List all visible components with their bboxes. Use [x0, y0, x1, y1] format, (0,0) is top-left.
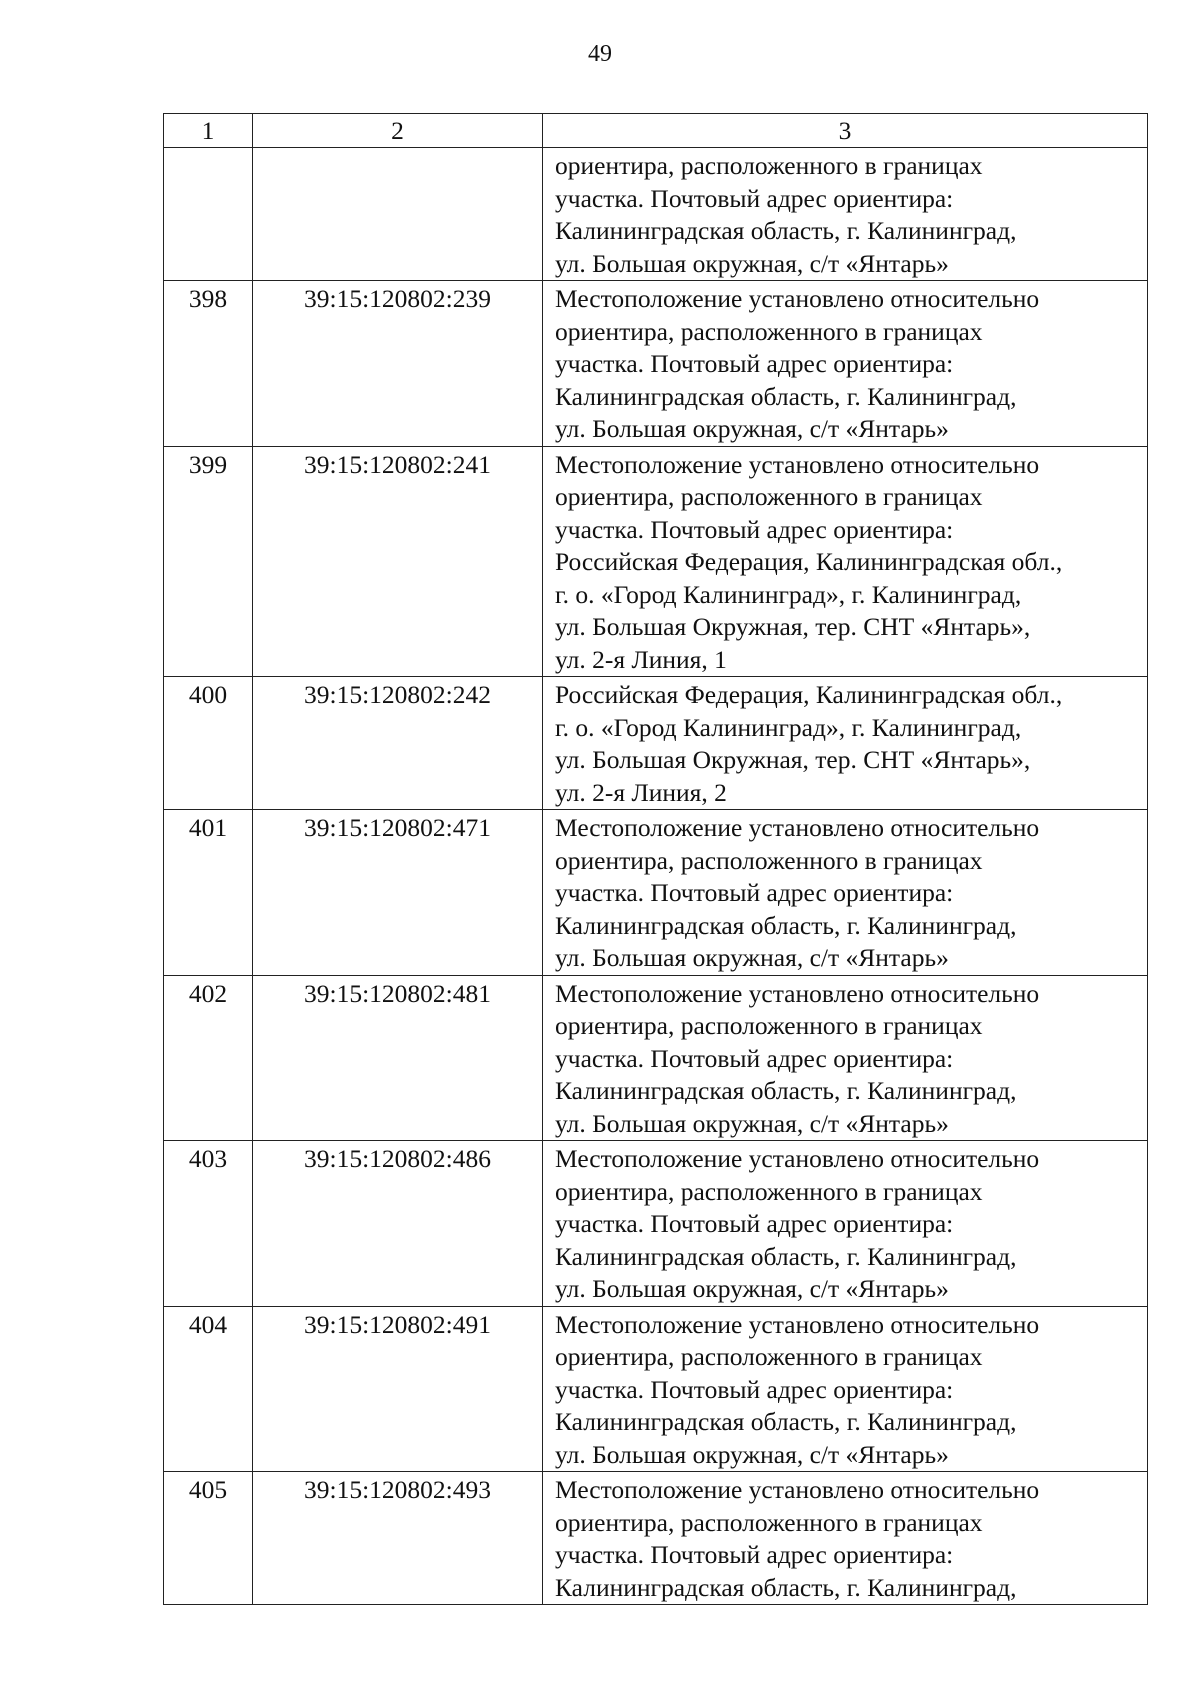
description-line: Калининградская область, г. Калининград,	[555, 381, 1017, 411]
description-line: Калининградская область, г. Калининград,	[555, 1076, 1017, 1105]
description-line: ориентира, расположенного в границах	[555, 1342, 983, 1371]
description-line: ул. Большая Окружная, тер. СНТ «Янтарь»,	[555, 745, 1031, 774]
description-line: г. о. «Город Калининград», г. Калининград,	[555, 579, 1022, 609]
description-line: участка. Почтовый адрес ориентира:	[555, 1043, 954, 1073]
description-line: Местоположение установлено относительно	[555, 449, 1040, 479]
location-description-cell	[543, 1472, 1148, 1605]
header-column-1: 1	[164, 114, 253, 148]
cadastral-number-cell: 39:15:120802:486	[253, 1141, 543, 1307]
cadastral-number-cell	[253, 148, 543, 281]
table-row	[164, 677, 1148, 810]
table-row	[164, 1472, 1148, 1605]
description-line: Местоположение установлено относительно	[555, 978, 1040, 1008]
cadastral-number-cell: 39:15:120802:493	[253, 1472, 543, 1605]
description-line: Калининградская область, г. Калининград,	[555, 1572, 1017, 1602]
table-row	[164, 1141, 1148, 1307]
table-row	[164, 446, 1148, 677]
location-description-cell	[543, 1306, 1148, 1472]
description-line: Калининградская область, г. Калининград,	[555, 910, 1017, 940]
description-line: Калининградская область, г. Калининград,	[555, 1407, 1017, 1436]
description-line: ориентира, расположенного в границах	[555, 1011, 983, 1040]
description-line: г. о. «Город Калининград», г. Калининград,	[555, 712, 1022, 742]
description-line: ул. Большая окружная, с/т «Янтарь»	[555, 943, 949, 972]
description-line: ул. Большая окружная, с/т «Янтарь»	[555, 414, 949, 443]
description-line: ориентира, расположенного в границах	[555, 1507, 983, 1537]
description-line: участка. Почтовый адрес ориентира:	[555, 349, 954, 378]
description-line: Местоположение установлено относительно	[555, 1475, 1040, 1504]
row-number-cell: 405	[164, 1472, 253, 1605]
description-line: ул. Большая окружная, с/т «Янтарь»	[555, 1108, 949, 1138]
description-line: Местоположение установлено относительно	[555, 1309, 1040, 1339]
description-line: Местоположение установлено относительно	[555, 1144, 1040, 1173]
page-number: 49	[588, 41, 612, 67]
description-line: Российская Федерация, Калининградская обл.,	[555, 680, 1063, 709]
description-line: участка. Почтовый адрес ориентира:	[555, 1374, 954, 1404]
table-row	[164, 148, 1148, 281]
description-line: участка. Почтовый адрес ориентира:	[555, 514, 954, 544]
cadastral-number-cell: 39:15:120802:491	[253, 1306, 543, 1472]
description-line: участка. Почтовый адрес ориентира:	[555, 878, 954, 907]
description-line: ориентира, расположенного в границах	[555, 316, 983, 346]
location-description-cell	[543, 281, 1148, 447]
description-line: ориентира, расположенного в границах	[555, 1176, 983, 1206]
table-row	[164, 281, 1148, 447]
row-number-cell: 403	[164, 1141, 253, 1307]
description-line: участка. Почтовый адрес ориентира:	[555, 183, 954, 213]
description-line: участка. Почтовый адрес ориентира:	[555, 1540, 954, 1569]
header-column-2: 2	[253, 114, 543, 148]
row-number-cell: 401	[164, 810, 253, 976]
location-description-cell	[543, 975, 1148, 1141]
description-line: ул. Большая окружная, с/т «Янтарь»	[555, 1274, 949, 1303]
cadastral-number-cell: 39:15:120802:242	[253, 677, 543, 810]
location-description-cell	[543, 148, 1148, 281]
land-plots-table	[163, 113, 1148, 1605]
description-line: ул. 2-я Линия, 1	[555, 644, 727, 674]
header-row	[164, 114, 1148, 148]
cadastral-number-cell: 39:15:120802:471	[253, 810, 543, 976]
table-row	[164, 1306, 1148, 1472]
table-body	[164, 148, 1148, 1605]
description-line: Местоположение установлено относительно	[555, 813, 1040, 842]
row-number-cell: 399	[164, 446, 253, 677]
location-description-cell	[543, 446, 1148, 677]
description-line: ориентира, расположенного в границах	[555, 151, 983, 180]
header-column-3: 3	[543, 114, 1148, 148]
table-row	[164, 975, 1148, 1141]
location-description-cell	[543, 1141, 1148, 1307]
row-number-cell: 404	[164, 1306, 253, 1472]
description-line: Местоположение установлено относительно	[555, 284, 1040, 313]
cadastral-number-cell: 39:15:120802:239	[253, 281, 543, 447]
row-number-cell: 398	[164, 281, 253, 447]
description-line: Калининградская область, г. Калининград,	[555, 1241, 1017, 1271]
row-number-cell	[164, 148, 253, 281]
cadastral-number-cell: 39:15:120802:481	[253, 975, 543, 1141]
description-line: ул. Большая окружная, с/т «Янтарь»	[555, 1439, 949, 1469]
description-line: ул. 2-я Линия, 2	[555, 777, 727, 807]
location-description-cell	[543, 810, 1148, 976]
description-line: ориентира, расположенного в границах	[555, 482, 983, 511]
row-number-cell: 402	[164, 975, 253, 1141]
description-line: Калининградская область, г. Калининград,	[555, 216, 1017, 245]
description-line: ориентира, расположенного в границах	[555, 845, 983, 875]
description-line: Российская Федерация, Калининградская обл.,	[555, 547, 1063, 576]
description-line: участка. Почтовый адрес ориентира:	[555, 1209, 954, 1238]
table-header	[164, 114, 1148, 148]
cadastral-number-cell: 39:15:120802:241	[253, 446, 543, 677]
description-line: ул. Большая окружная, с/т «Янтарь»	[555, 248, 949, 278]
description-line: ул. Большая Окружная, тер. СНТ «Янтарь»,	[555, 612, 1031, 641]
table-row	[164, 810, 1148, 976]
row-number-cell: 400	[164, 677, 253, 810]
location-description-cell	[543, 677, 1148, 810]
